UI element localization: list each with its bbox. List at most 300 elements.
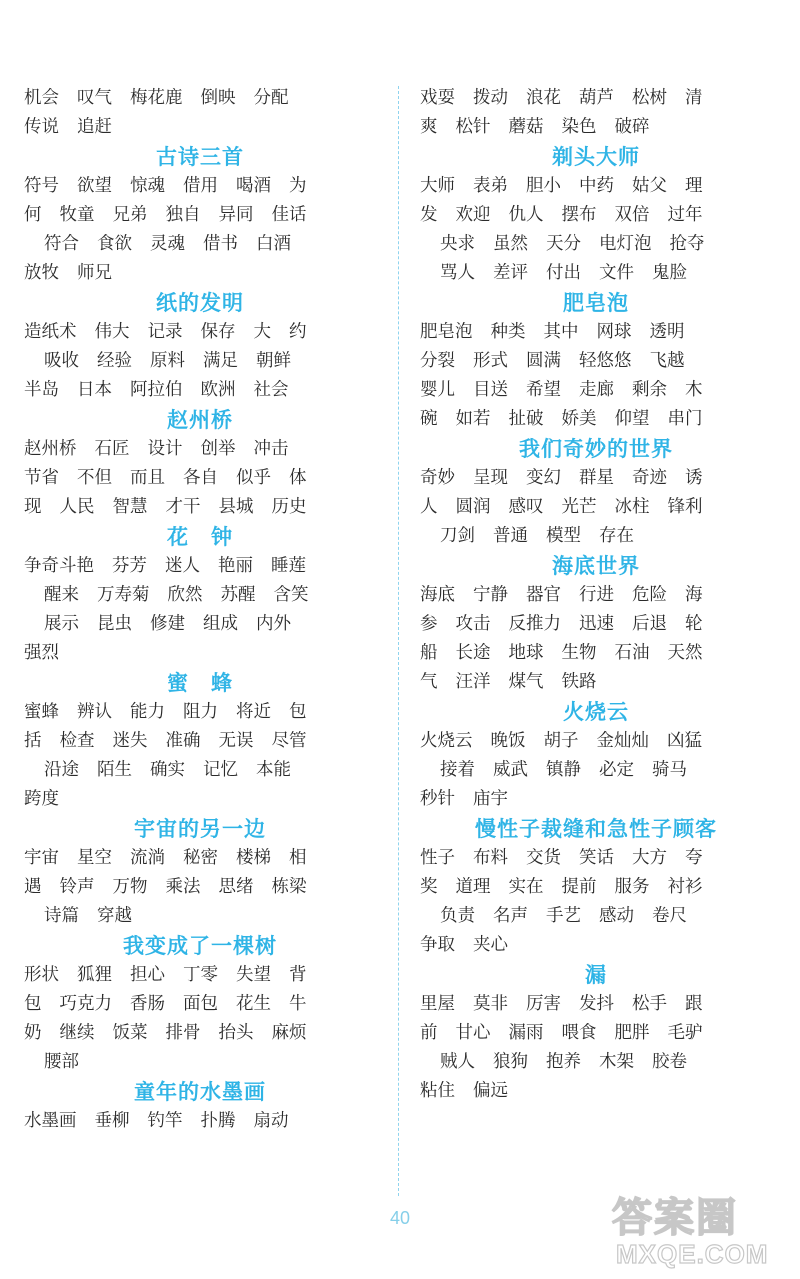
vocab-word: 体 xyxy=(289,468,307,488)
page-number: 40 xyxy=(389,1208,411,1228)
vocab-word: 钓竿 xyxy=(147,1111,183,1131)
vocab-word: 水墨画 xyxy=(24,1111,77,1131)
vocab-word: 狐狸 xyxy=(77,965,112,985)
word-line xyxy=(24,961,376,990)
vocab-word: 包 xyxy=(24,994,42,1014)
vocab-word: 担心 xyxy=(130,965,165,985)
vocab-word: 破碎 xyxy=(614,117,650,137)
lesson-title: 我们奇妙的世界 xyxy=(519,437,673,461)
vocab-word: 器官 xyxy=(526,585,561,605)
vocab-word: 沿途 xyxy=(44,760,79,780)
vocab-word: 历史 xyxy=(271,497,307,517)
vocab-word: 传说 xyxy=(24,117,59,137)
vocab-word: 社会 xyxy=(253,380,289,400)
vocab-word: 欧洲 xyxy=(200,380,236,400)
vocab-word: 奇妙 xyxy=(420,468,455,488)
word-line xyxy=(24,610,376,639)
vocab-word: 花生 xyxy=(236,994,271,1014)
vocab-word: 迷失 xyxy=(112,731,148,751)
vocab-word: 万物 xyxy=(112,877,148,897)
vocab-word: 海 xyxy=(685,585,703,605)
vocab-word: 追赶 xyxy=(77,117,112,137)
vocab-word: 刀剑 xyxy=(440,526,475,546)
word-line xyxy=(420,259,772,288)
word-line xyxy=(420,610,772,639)
word-line xyxy=(420,230,772,259)
vocab-word: 形式 xyxy=(473,351,508,371)
vocab-word: 石油 xyxy=(614,643,650,663)
vocab-word: 修建 xyxy=(150,614,185,634)
vocab-word: 接着 xyxy=(440,760,475,780)
vocab-word: 文件 xyxy=(599,263,634,283)
vocab-word: 巧克力 xyxy=(59,994,112,1014)
vocab-word: 骑马 xyxy=(652,760,687,780)
vocab-word: 括 xyxy=(24,731,42,751)
vocab-word: 表弟 xyxy=(473,176,508,196)
word-line xyxy=(420,172,772,201)
vocab-word: 失望 xyxy=(236,965,271,985)
word-line xyxy=(420,347,772,376)
vocab-word: 木 xyxy=(685,380,703,400)
vocab-word: 生物 xyxy=(561,643,597,663)
vocab-word: 后退 xyxy=(632,614,667,634)
vocab-word: 粘住 xyxy=(420,1081,455,1101)
vocab-word: 布料 xyxy=(473,848,508,868)
word-line xyxy=(24,464,376,493)
vocab-word: 奶 xyxy=(24,1023,42,1043)
column-divider xyxy=(398,86,399,1196)
vocab-word: 垂柳 xyxy=(94,1111,130,1131)
word-line xyxy=(24,727,376,756)
word-line xyxy=(420,668,772,697)
vocab-word: 过年 xyxy=(667,205,703,225)
vocab-word: 天分 xyxy=(546,234,581,254)
vocab-word: 背 xyxy=(289,965,307,985)
vocab-word: 争取 xyxy=(420,935,455,955)
word-line xyxy=(24,435,376,464)
vocab-word: 记忆 xyxy=(203,760,238,780)
word-line xyxy=(24,1107,376,1136)
watermark-url: MXQE.COM xyxy=(616,1239,769,1269)
lesson-title: 漏 xyxy=(585,963,607,987)
vocab-word: 奖 xyxy=(420,877,438,897)
vocab-word: 葫芦 xyxy=(579,88,614,108)
word-line xyxy=(420,405,772,434)
vocab-word: 冰柱 xyxy=(614,497,650,517)
vocab-word: 船 xyxy=(420,643,438,663)
vocab-word: 走廊 xyxy=(579,380,614,400)
vocab-word: 节省 xyxy=(24,468,59,488)
vocab-word: 分配 xyxy=(253,88,289,108)
lesson-title: 我变成了一棵树 xyxy=(123,934,277,958)
vocab-word: 原料 xyxy=(150,351,185,371)
vocab-word: 展示 xyxy=(44,614,79,634)
vocab-word: 大师 xyxy=(420,176,455,196)
vocab-word: 反推力 xyxy=(508,614,561,634)
vocab-word: 卷尺 xyxy=(652,906,687,926)
vocab-word: 县城 xyxy=(218,497,254,517)
vocab-word: 才干 xyxy=(165,497,201,517)
word-line xyxy=(24,113,376,142)
vocab-word: 轻悠悠 xyxy=(579,351,632,371)
watermark-logo-text: 答案圈 xyxy=(612,1195,738,1241)
vocab-word: 灵魂 xyxy=(150,234,185,254)
vocab-word: 叹气 xyxy=(77,88,112,108)
word-line xyxy=(420,844,772,873)
vocab-word: 诗篇 xyxy=(44,906,79,926)
vocab-word: 中药 xyxy=(579,176,614,196)
vocab-word: 偏远 xyxy=(473,1081,508,1101)
right-column xyxy=(420,84,772,1106)
vocab-word: 实在 xyxy=(508,877,544,897)
vocab-word: 面包 xyxy=(183,994,218,1014)
left-column xyxy=(24,84,376,1136)
vocab-word: 里屋 xyxy=(420,994,455,1014)
vocab-word: 前 xyxy=(420,1023,438,1043)
vocab-word: 饭菜 xyxy=(112,1023,148,1043)
vocab-word: 庙宇 xyxy=(473,789,508,809)
vocab-word: 借用 xyxy=(183,176,218,196)
vocab-word: 轮 xyxy=(685,614,703,634)
vocab-word: 诱 xyxy=(685,468,703,488)
lesson-title: 古诗三首 xyxy=(156,145,244,169)
vocab-word: 圆满 xyxy=(526,351,561,371)
vocab-word: 符合 xyxy=(44,234,79,254)
vocab-word: 丁零 xyxy=(183,965,218,985)
vocab-word: 理 xyxy=(685,176,703,196)
vocab-word: 秘密 xyxy=(183,848,218,868)
vocab-word: 喂食 xyxy=(561,1023,597,1043)
vocab-word: 欢迎 xyxy=(455,205,491,225)
vocab-word: 抢夺 xyxy=(669,234,705,254)
vocab-word: 长途 xyxy=(455,643,491,663)
vocab-word: 网球 xyxy=(596,322,632,342)
vocab-word: 梅花鹿 xyxy=(130,88,183,108)
word-line xyxy=(420,1019,772,1048)
lesson-title: 蜜 蜂 xyxy=(167,671,233,695)
vocab-word: 仇人 xyxy=(508,205,544,225)
vocab-word: 镇静 xyxy=(546,760,581,780)
lesson-title: 花 钟 xyxy=(167,525,233,549)
vocab-word: 冲击 xyxy=(253,439,289,459)
vocab-word: 继续 xyxy=(59,1023,95,1043)
vocab-word: 模型 xyxy=(546,526,581,546)
vocab-word: 圆润 xyxy=(455,497,491,517)
watermark-logo xyxy=(612,1192,794,1272)
vocab-word: 伟大 xyxy=(94,322,130,342)
vocab-word: 拨动 xyxy=(473,88,508,108)
word-line xyxy=(24,376,376,405)
word-line xyxy=(420,493,772,522)
vocab-word: 半岛 xyxy=(24,380,59,400)
vocab-word: 日本 xyxy=(77,380,112,400)
vocab-word: 道理 xyxy=(455,877,491,897)
vocab-word: 碗 xyxy=(420,409,438,429)
word-line xyxy=(24,318,376,347)
vocab-word: 存在 xyxy=(599,526,634,546)
vocab-word: 含笑 xyxy=(273,585,309,605)
vocab-word: 戏耍 xyxy=(420,88,455,108)
vocab-word: 扑腾 xyxy=(200,1111,236,1131)
lesson-title: 慢性子裁缝和急性子顾客 xyxy=(475,817,717,841)
word-line xyxy=(24,259,376,288)
word-line xyxy=(420,1077,772,1106)
word-line xyxy=(24,172,376,201)
vocab-word: 跟 xyxy=(685,994,703,1014)
vocab-word: 胆小 xyxy=(526,176,561,196)
vocab-word: 串门 xyxy=(667,409,703,429)
vocab-word: 麻烦 xyxy=(271,1023,307,1043)
vocab-word: 楼梯 xyxy=(236,848,271,868)
word-line xyxy=(24,990,376,1019)
word-line xyxy=(420,581,772,610)
word-line xyxy=(24,639,376,668)
vocab-word: 危险 xyxy=(632,585,667,605)
vocab-word: 鬼脸 xyxy=(652,263,687,283)
lesson-title: 宇宙的另一边 xyxy=(134,817,266,841)
vocab-word: 醒来 xyxy=(44,585,79,605)
vocab-word: 天然 xyxy=(667,643,703,663)
vocab-word: 厉害 xyxy=(526,994,561,1014)
vocab-word: 牛 xyxy=(289,994,307,1014)
vocab-word: 栋梁 xyxy=(271,877,307,897)
vocab-word: 群星 xyxy=(579,468,614,488)
vocab-word: 辨认 xyxy=(77,702,112,722)
vocab-word: 大方 xyxy=(632,848,667,868)
vocab-word: 爽 xyxy=(420,117,438,137)
word-line xyxy=(24,844,376,873)
vocab-word: 何 xyxy=(24,205,42,225)
vocab-word: 行进 xyxy=(579,585,614,605)
word-line xyxy=(420,464,772,493)
vocab-word: 煤气 xyxy=(508,672,544,692)
vocab-word: 蜜蜂 xyxy=(24,702,59,722)
vocab-word: 手艺 xyxy=(546,906,581,926)
vocab-word: 双倍 xyxy=(614,205,650,225)
vocab-word: 排骨 xyxy=(165,1023,201,1043)
vocab-word: 金灿灿 xyxy=(596,731,649,751)
vocab-word: 宁静 xyxy=(473,585,508,605)
vocab-word: 腰部 xyxy=(44,1052,79,1072)
vocab-word: 设计 xyxy=(147,439,183,459)
word-line xyxy=(24,873,376,902)
vocab-word: 必定 xyxy=(599,760,634,780)
vocab-word: 艳丽 xyxy=(218,556,253,576)
vocab-word: 乘法 xyxy=(165,877,201,897)
vocab-word: 汪洋 xyxy=(455,672,491,692)
word-line xyxy=(24,1048,376,1077)
vocab-word: 经验 xyxy=(97,351,132,371)
vocab-word: 满足 xyxy=(203,351,238,371)
word-line xyxy=(24,84,376,113)
word-line xyxy=(24,785,376,814)
vocab-word: 创举 xyxy=(200,439,236,459)
vocab-word: 凶猛 xyxy=(667,731,702,751)
vocab-word: 各自 xyxy=(183,468,218,488)
vocab-word: 娇美 xyxy=(561,409,597,429)
vocab-word: 秒针 xyxy=(420,789,455,809)
vocab-word: 松手 xyxy=(632,994,667,1014)
vocab-word: 记录 xyxy=(147,322,183,342)
vocab-word: 差评 xyxy=(493,263,528,283)
vocab-word: 吸收 xyxy=(44,351,79,371)
vocab-word: 清 xyxy=(685,88,703,108)
lesson-title: 肥皂泡 xyxy=(563,291,629,315)
vocab-word: 肥皂泡 xyxy=(420,322,473,342)
vocab-word: 争奇斗艳 xyxy=(24,556,94,576)
vocab-word: 机会 xyxy=(24,88,59,108)
vocab-word: 石匠 xyxy=(94,439,130,459)
vocab-word: 虽然 xyxy=(493,234,528,254)
vocab-word: 抱养 xyxy=(546,1052,581,1072)
vocab-word: 肥胖 xyxy=(614,1023,650,1043)
vocab-word: 地球 xyxy=(508,643,544,663)
vocab-word: 大 xyxy=(253,322,271,342)
vocab-word: 分裂 xyxy=(420,351,455,371)
vocab-word: 其中 xyxy=(543,322,579,342)
vocab-word: 兄弟 xyxy=(112,205,148,225)
word-line xyxy=(420,1048,772,1077)
vocab-word: 香肠 xyxy=(130,994,165,1014)
vocab-word: 惊魂 xyxy=(130,176,165,196)
vocab-word: 而且 xyxy=(130,468,165,488)
vocab-word: 迅速 xyxy=(579,614,614,634)
vocab-word: 浪花 xyxy=(526,88,561,108)
word-line xyxy=(420,522,772,551)
vocab-word: 朝鲜 xyxy=(256,351,291,371)
vocab-word: 性子 xyxy=(420,848,455,868)
vocab-word: 付出 xyxy=(546,263,581,283)
vocab-word: 佳话 xyxy=(271,205,307,225)
word-line xyxy=(24,698,376,727)
vocab-word: 发 xyxy=(420,205,438,225)
vocab-word: 气 xyxy=(420,672,438,692)
vocab-word: 跨度 xyxy=(24,789,59,809)
vocab-word: 现 xyxy=(24,497,42,517)
vocab-word: 变幻 xyxy=(526,468,561,488)
vocab-word: 阻力 xyxy=(183,702,218,722)
word-line xyxy=(420,902,772,931)
vocab-word: 奇迹 xyxy=(632,468,667,488)
vocab-word: 央求 xyxy=(440,234,475,254)
vocab-word: 思绪 xyxy=(218,877,254,897)
vocab-word: 衬衫 xyxy=(667,877,703,897)
vocab-word: 提前 xyxy=(561,877,597,897)
vocab-word: 染色 xyxy=(561,117,597,137)
vocab-word: 剩余 xyxy=(632,380,667,400)
word-line xyxy=(420,639,772,668)
word-line xyxy=(24,201,376,230)
vocab-word: 星空 xyxy=(77,848,112,868)
vocab-word: 芬芳 xyxy=(112,556,147,576)
vocab-word: 漏雨 xyxy=(508,1023,544,1043)
vocab-word: 负责 xyxy=(440,906,475,926)
vocab-word: 电灯泡 xyxy=(599,234,652,254)
lesson-title: 纸的发明 xyxy=(156,291,244,315)
vocab-word: 火烧云 xyxy=(420,731,473,751)
vocab-word: 松针 xyxy=(455,117,491,137)
vocab-word: 蘑菇 xyxy=(508,117,544,137)
vocab-word: 威武 xyxy=(493,760,528,780)
vocab-word: 铃声 xyxy=(59,877,95,897)
vocab-word: 师兄 xyxy=(77,263,112,283)
vocab-word: 呈现 xyxy=(473,468,508,488)
vocab-word: 骂人 xyxy=(440,263,475,283)
vocab-word: 睡莲 xyxy=(271,556,306,576)
word-line xyxy=(24,230,376,259)
word-line xyxy=(24,581,376,610)
vocab-word: 参 xyxy=(420,614,438,634)
word-line xyxy=(420,318,772,347)
vocab-word: 流淌 xyxy=(130,848,165,868)
word-line xyxy=(24,347,376,376)
word-line xyxy=(24,552,376,581)
vocab-word: 约 xyxy=(289,322,307,342)
vocab-word: 内外 xyxy=(256,614,291,634)
word-line xyxy=(420,376,772,405)
vocab-word: 确实 xyxy=(150,760,185,780)
vocab-word: 晚饭 xyxy=(490,731,526,751)
vocab-word: 尽管 xyxy=(271,731,307,751)
word-line xyxy=(24,493,376,522)
vocab-word: 婴儿 xyxy=(420,380,455,400)
vocab-word: 包 xyxy=(289,702,307,722)
vocab-word: 攻击 xyxy=(455,614,491,634)
vocab-word: 符号 xyxy=(24,176,59,196)
vocab-word: 锋利 xyxy=(667,497,703,517)
vocab-word: 感叹 xyxy=(508,497,544,517)
vocab-word: 穿越 xyxy=(97,906,132,926)
lesson-title: 火烧云 xyxy=(563,700,629,724)
vocab-word: 透明 xyxy=(649,322,685,342)
vocab-word: 欲望 xyxy=(77,176,112,196)
vocab-word: 无误 xyxy=(218,731,254,751)
vocab-word: 普通 xyxy=(493,526,528,546)
vocab-word: 扯破 xyxy=(508,409,544,429)
vocab-word: 本能 xyxy=(256,760,291,780)
vocab-word: 欣然 xyxy=(167,585,203,605)
vocab-word: 万寿菊 xyxy=(97,585,150,605)
vocab-word: 准确 xyxy=(165,731,201,751)
vocab-word: 抬头 xyxy=(218,1023,254,1043)
vocab-word: 铁路 xyxy=(561,672,597,692)
vocab-word: 感动 xyxy=(599,906,634,926)
lesson-title: 赵州桥 xyxy=(167,408,233,432)
vocab-word: 昆虫 xyxy=(97,614,132,634)
vocab-word: 光芒 xyxy=(561,497,597,517)
vocab-word: 交货 xyxy=(526,848,561,868)
word-line xyxy=(420,873,772,902)
word-line xyxy=(24,1019,376,1048)
vocab-word: 名声 xyxy=(493,906,528,926)
vocab-word: 赵州桥 xyxy=(24,439,77,459)
word-line xyxy=(420,727,772,756)
vocab-word: 胡子 xyxy=(543,731,579,751)
vocab-word: 异同 xyxy=(218,205,254,225)
vocab-word: 如若 xyxy=(455,409,491,429)
word-line xyxy=(420,931,772,960)
vocab-word: 迷人 xyxy=(165,556,200,576)
vocab-word: 人 xyxy=(420,497,438,517)
vocab-word: 相 xyxy=(289,848,307,868)
vocab-word: 胶卷 xyxy=(652,1052,687,1072)
vocab-word: 毛驴 xyxy=(667,1023,703,1043)
vocab-word: 不但 xyxy=(77,468,112,488)
word-line xyxy=(420,84,772,113)
word-line xyxy=(420,756,772,785)
vocab-word: 莫非 xyxy=(473,994,508,1014)
vocab-word: 将近 xyxy=(236,702,271,722)
